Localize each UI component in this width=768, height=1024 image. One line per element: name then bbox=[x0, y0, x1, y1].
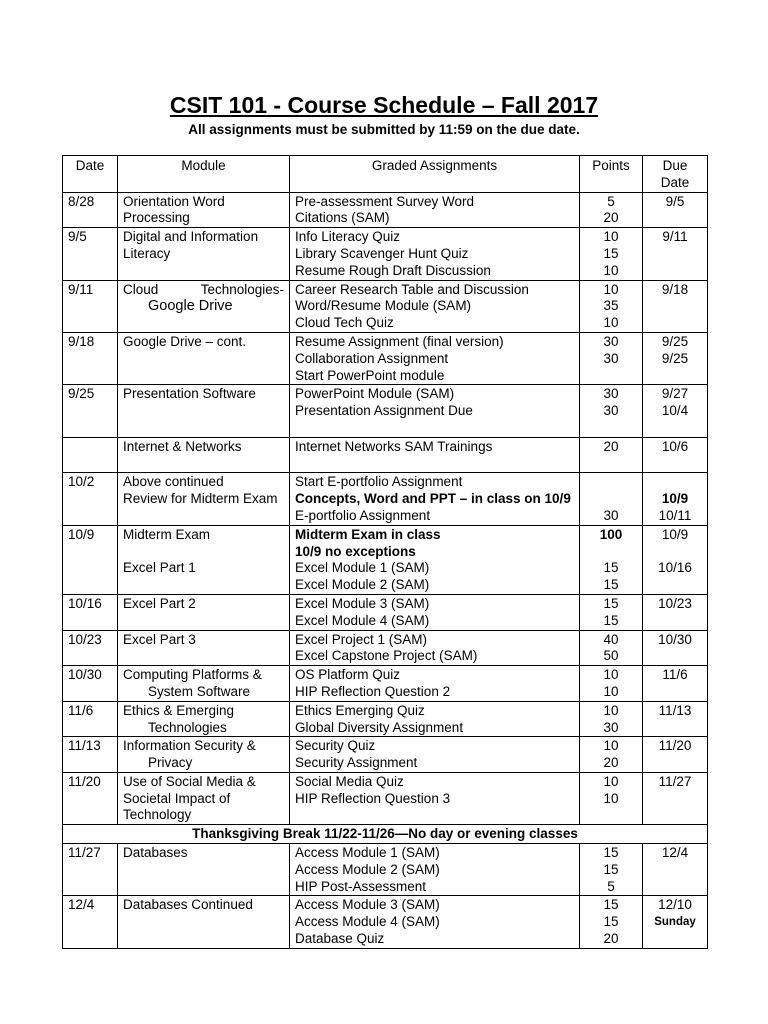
points-cell: 15 15 bbox=[580, 594, 643, 630]
due-cell: 11/27 bbox=[643, 772, 708, 824]
assignments-cell: Access Module 1 (SAM) Access Module 2 (SAM) HIP Post-Assessment bbox=[290, 844, 580, 896]
assignments-cell: Security Quiz Security Assignment bbox=[290, 737, 580, 773]
points-cell: 10 30 bbox=[580, 701, 643, 737]
table-row bbox=[63, 630, 708, 666]
module-cell: Orientation Word Processing bbox=[118, 192, 290, 228]
date-cell: 10/23 bbox=[63, 630, 118, 666]
points-cell: 10 10 bbox=[580, 772, 643, 824]
header-points: Points bbox=[580, 156, 643, 193]
points-cell: 10 15 10 bbox=[580, 228, 643, 280]
date-cell: 9/25 bbox=[63, 385, 118, 437]
due-cell: 9/11 bbox=[643, 228, 708, 280]
table-row bbox=[63, 666, 708, 702]
date-cell: 11/13 bbox=[63, 737, 118, 773]
date-cell: 8/28 bbox=[63, 192, 118, 228]
points-cell: 10 35 10 bbox=[580, 280, 643, 332]
module-cell: Information Security & Privacy bbox=[118, 737, 290, 773]
assignments-cell: PowerPoint Module (SAM) Presentation Assignment Due bbox=[290, 385, 580, 437]
due-cell: 10/9 10/16 bbox=[643, 525, 708, 594]
points-cell: 5 20 bbox=[580, 192, 643, 228]
points-cell: 30 30 bbox=[580, 385, 643, 437]
module-cell: Databases Continued bbox=[118, 896, 290, 948]
points-cell: 30 30 bbox=[580, 332, 643, 384]
date-cell: 11/20 bbox=[63, 772, 118, 824]
header-date: Date bbox=[63, 156, 118, 193]
due-cell: 11/6 bbox=[643, 666, 708, 702]
due-cell: 10/9 10/11 bbox=[643, 473, 708, 525]
date-cell: 10/16 bbox=[63, 594, 118, 630]
due-cell: 12/10 Sunday bbox=[643, 896, 708, 948]
due-cell: 12/4 bbox=[643, 844, 708, 896]
date-cell: 11/27 bbox=[63, 844, 118, 896]
break-row bbox=[63, 825, 708, 844]
due-cell: 10/6 bbox=[643, 437, 708, 473]
header-row bbox=[63, 156, 708, 193]
assignments-cell: OS Platform Quiz HIP Reflection Question 2 bbox=[290, 666, 580, 702]
due-cell: 9/18 bbox=[643, 280, 708, 332]
date-cell: 10/30 bbox=[63, 666, 118, 702]
table-row bbox=[63, 701, 708, 737]
module-cell: Use of Social Media & Societal Impact of Technology bbox=[118, 772, 290, 824]
table-row bbox=[63, 594, 708, 630]
table-row bbox=[63, 772, 708, 824]
due-cell: 11/13 bbox=[643, 701, 708, 737]
break-notice: Thanksgiving Break 11/22-11/26—No day or evening classes bbox=[63, 825, 708, 844]
module-cell: Presentation Software bbox=[118, 385, 290, 437]
header-graded-assignments: Graded Assignments bbox=[290, 156, 580, 193]
table-row bbox=[63, 280, 708, 332]
page-subtitle: All assignments must be submitted by 11:59 on the due date. bbox=[188, 122, 580, 137]
table-row bbox=[63, 737, 708, 773]
module-cell: Cloud Technologies- Google Drive bbox=[118, 280, 290, 332]
due-cell: 9/25 9/25 bbox=[643, 332, 708, 384]
due-cell: 9/27 10/4 bbox=[643, 385, 708, 437]
header-due-date: Due Date bbox=[643, 156, 708, 193]
points-cell: 20 bbox=[580, 437, 643, 473]
points-cell: 10 20 bbox=[580, 737, 643, 773]
assignments-cell: Career Research Table and Discussion Word/Resume Module (SAM) Cloud Tech Quiz bbox=[290, 280, 580, 332]
date-cell bbox=[63, 437, 118, 473]
module-cell: Ethics & Emerging Technologies bbox=[118, 701, 290, 737]
module-cell: Excel Part 2 bbox=[118, 594, 290, 630]
date-cell: 9/5 bbox=[63, 228, 118, 280]
table-row bbox=[63, 385, 708, 437]
assignments-cell: Social Media Quiz HIP Reflection Question 3 bbox=[290, 772, 580, 824]
assignments-cell: Excel Module 3 (SAM) Excel Module 4 (SAM) bbox=[290, 594, 580, 630]
assignments-cell: Start E-portfolio Assignment Concepts, Word and PPT – in class on 10/9 E-portfolio Assignment bbox=[290, 473, 580, 525]
assignments-cell: Access Module 3 (SAM) Access Module 4 (SAM) Database Quiz bbox=[290, 896, 580, 948]
assignments-cell: Ethics Emerging Quiz Global Diversity Assignment bbox=[290, 701, 580, 737]
assignments-cell: Pre-assessment Survey Word Citations (SAM) bbox=[290, 192, 580, 228]
assignments-cell: Resume Assignment (final version) Collaboration Assignment Start PowerPoint module bbox=[290, 332, 580, 384]
table-row bbox=[63, 437, 708, 473]
table-row bbox=[63, 332, 708, 384]
page-title: CSIT 101 - Course Schedule – Fall 2017 bbox=[169, 92, 599, 118]
date-cell: 9/11 bbox=[63, 280, 118, 332]
points-cell: 100 15 15 bbox=[580, 525, 643, 594]
points-cell: 15 15 20 bbox=[580, 896, 643, 948]
module-cell: Digital and Information Literacy bbox=[118, 228, 290, 280]
due-cell: 11/20 bbox=[643, 737, 708, 773]
table-row bbox=[63, 896, 708, 948]
due-cell: 10/30 bbox=[643, 630, 708, 666]
points-cell: 40 50 bbox=[580, 630, 643, 666]
table-row bbox=[63, 473, 708, 525]
header-module: Module bbox=[118, 156, 290, 193]
date-cell: 11/6 bbox=[63, 701, 118, 737]
assignments-cell: Info Literacy Quiz Library Scavenger Hunt Quiz Resume Rough Draft Discussion bbox=[290, 228, 580, 280]
module-cell: Internet & Networks bbox=[118, 437, 290, 473]
table-row bbox=[63, 844, 708, 896]
date-cell: 9/18 bbox=[63, 332, 118, 384]
table-row bbox=[63, 228, 708, 280]
schedule-table bbox=[62, 155, 708, 949]
due-cell: 9/5 bbox=[643, 192, 708, 228]
points-cell: 10 10 bbox=[580, 666, 643, 702]
assignments-cell: Internet Networks SAM Trainings bbox=[290, 437, 580, 473]
assignments-cell: Midterm Exam in class 10/9 no exceptions Excel Module 1 (SAM) Excel Module 2 (SAM) bbox=[290, 525, 580, 594]
module-cell: Above continued Review for Midterm Exam bbox=[118, 473, 290, 525]
date-cell: 12/4 bbox=[63, 896, 118, 948]
table-row bbox=[63, 192, 708, 228]
points-cell: 15 15 5 bbox=[580, 844, 643, 896]
points-cell: 30 bbox=[580, 473, 643, 525]
module-cell: Midterm Exam Excel Part 1 bbox=[118, 525, 290, 594]
module-cell: Google Drive – cont. bbox=[118, 332, 290, 384]
module-cell: Databases bbox=[118, 844, 290, 896]
table-row bbox=[63, 525, 708, 594]
date-cell: 10/9 bbox=[63, 525, 118, 594]
module-cell: Excel Part 3 bbox=[118, 630, 290, 666]
assignments-cell: Excel Project 1 (SAM) Excel Capstone Project (SAM) bbox=[290, 630, 580, 666]
module-cell: Computing Platforms & System Software bbox=[118, 666, 290, 702]
date-cell: 10/2 bbox=[63, 473, 118, 525]
due-cell: 10/23 bbox=[643, 594, 708, 630]
